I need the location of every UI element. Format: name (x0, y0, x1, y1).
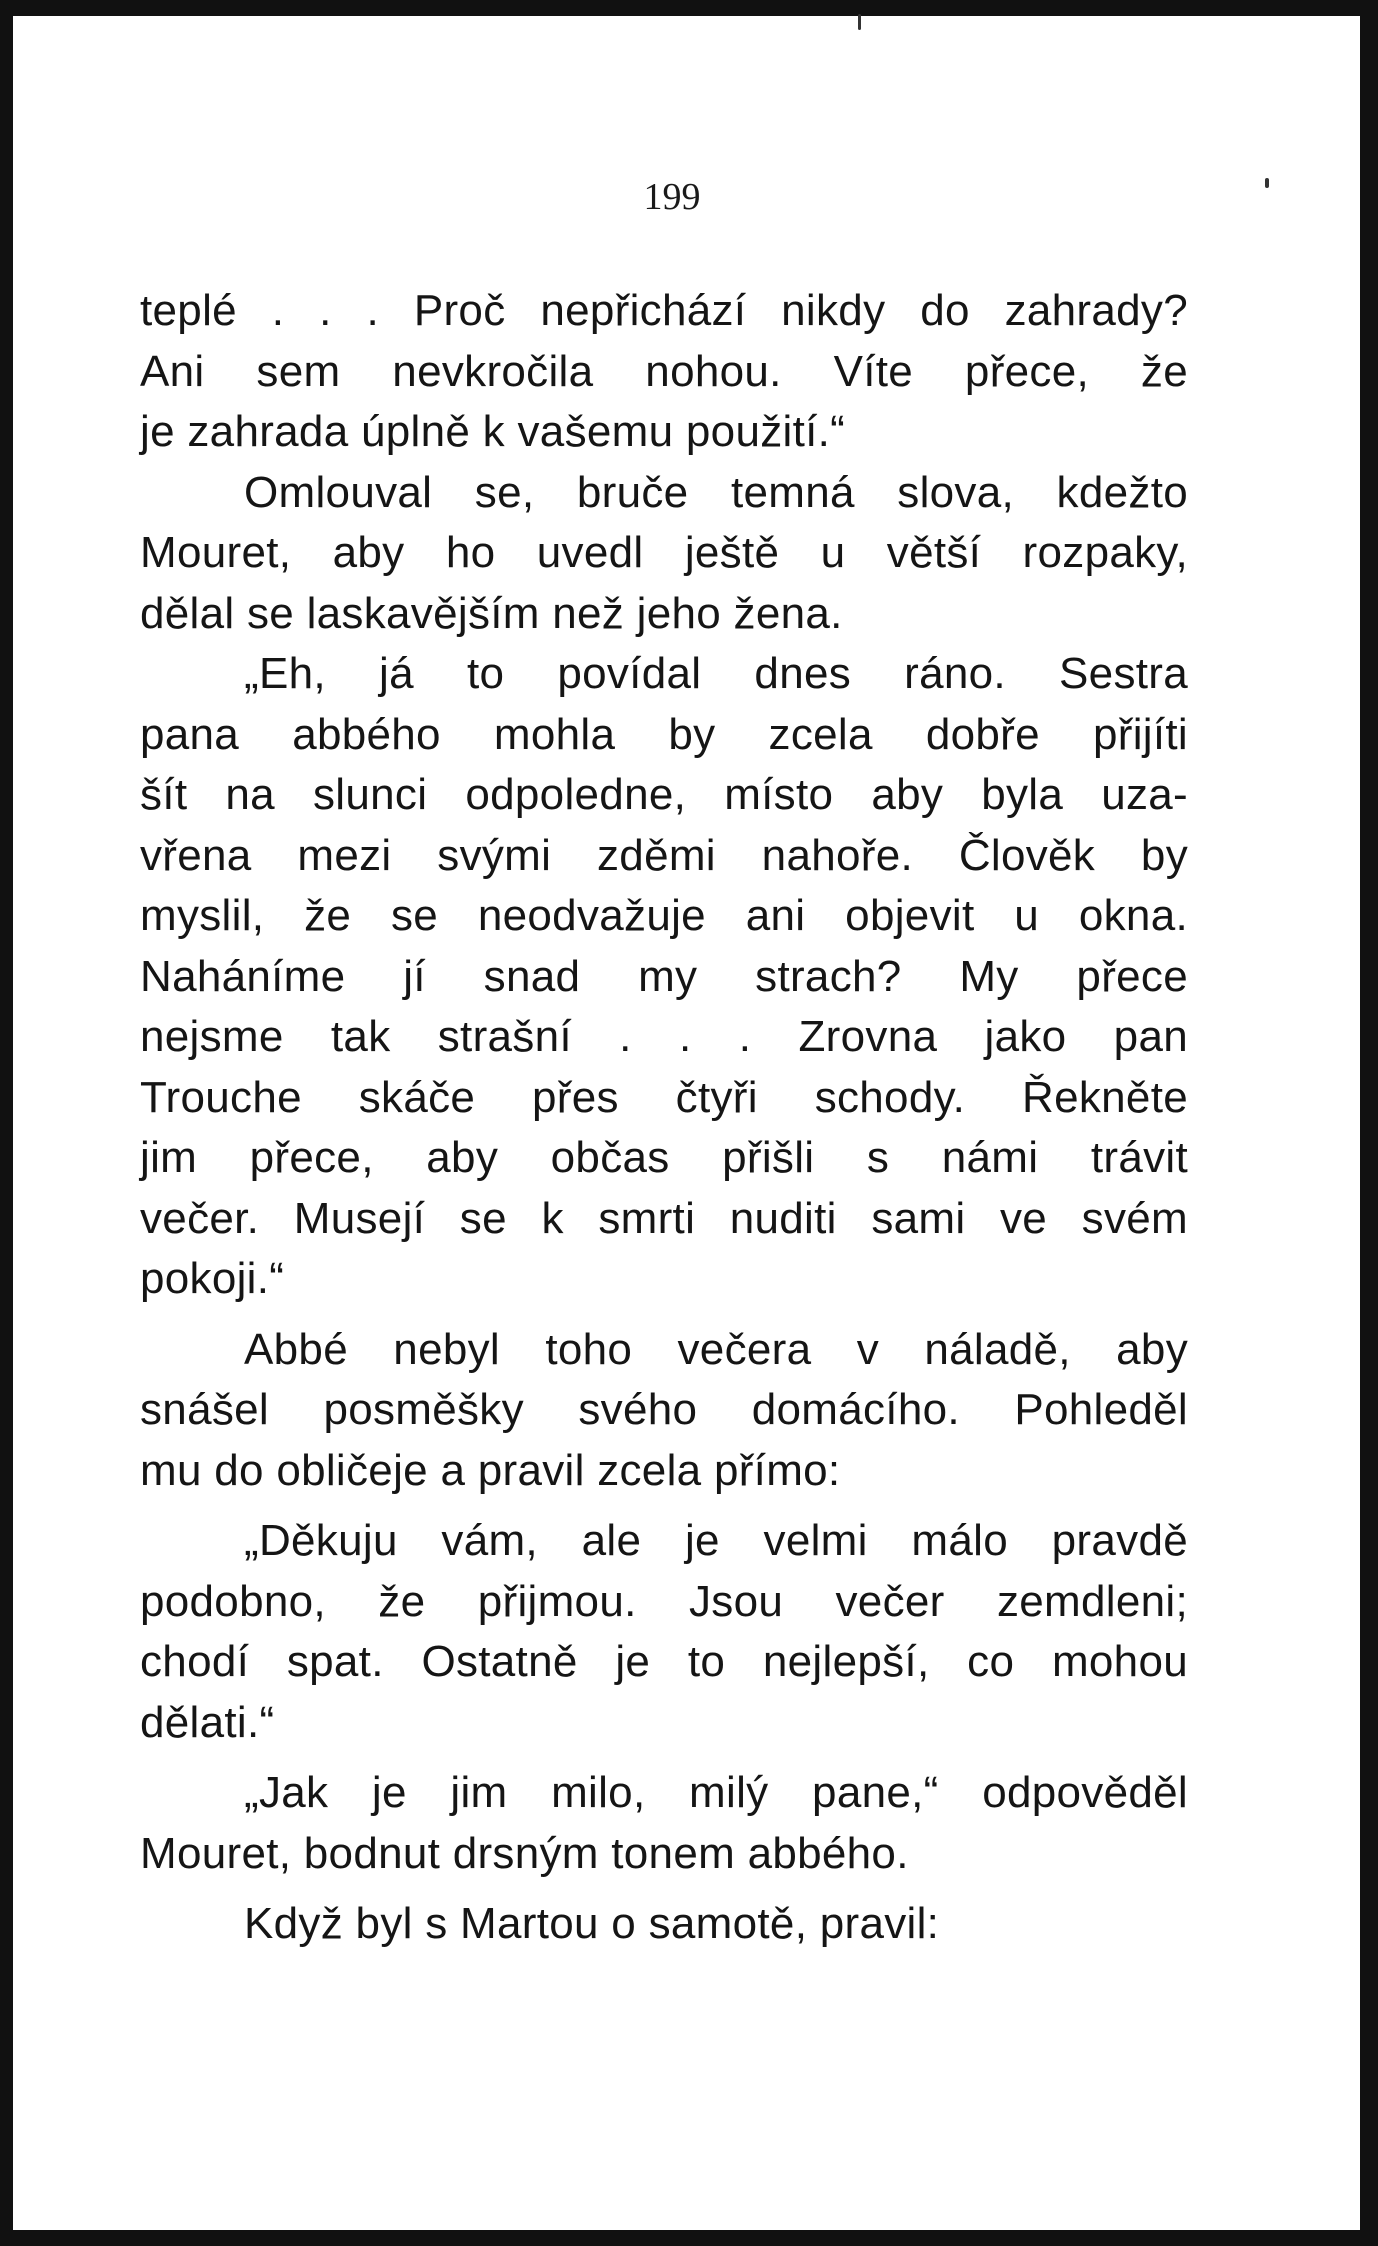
text-line: „Eh, já to povídal dnes ráno. Sestra (244, 649, 1188, 698)
text-line: „Děkuju vám, ale je velmi málo pravdě (244, 1516, 1188, 1565)
text-line: šít na slunci odpoledne, místo aby byla uza- (140, 770, 1188, 819)
text-line: nejsme tak strašní . . . Zrovna jako pan (140, 1012, 1188, 1061)
text-line: jim přece, aby občas přišli s námi trávit (140, 1133, 1188, 1182)
text-line: Abbé nebyl toho večera v náladě, aby (244, 1324, 1188, 1374)
scan-speck (858, 14, 861, 30)
scan-edge-top (0, 0, 1378, 16)
text-line: Omlouval se, bruče temná slova, kdežto (244, 467, 1188, 517)
text-line: myslil, že se neodvažuje ani objevit u okna. (140, 891, 1188, 940)
text-line: Naháníme jí snad my strach? My přece (140, 951, 1188, 1001)
text-line: Mouret, bodnut drsným tonem abbého. (140, 1828, 909, 1878)
text-line: Mouret, aby ho uvedl ještě u větší rozpaky, (140, 528, 1188, 577)
page-number: 199 (643, 176, 701, 218)
text-line: pokoji.“ (140, 1254, 285, 1303)
text-line: dělati.“ (140, 1697, 275, 1747)
scan-edge-left (0, 0, 13, 2246)
text-line: je zahrada úplně k vašemu použití.“ (140, 407, 846, 456)
text-line: Trouche skáče přes čtyři schody. Řekněte (140, 1072, 1188, 1122)
text-line: chodí spat. Ostatně je to nejlepší, co mohou (140, 1637, 1188, 1686)
text-line: vřena mezi svými zděmi nahoře. Člověk by (140, 830, 1188, 880)
scan-edge-bottom (0, 2230, 1378, 2246)
text-line: snášel posměšky svého domácího. Pohleděl (140, 1385, 1188, 1434)
scan-speck (1265, 178, 1269, 188)
text-line: dělal se laskavějším než jeho žena. (140, 588, 843, 638)
text-line: teplé . . . Proč nepřichází nikdy do zahrady? (140, 286, 1188, 335)
text-line: večer. Musejí se k smrti nuditi sami ve svém (140, 1193, 1188, 1243)
text-line: podobno, že přijmou. Jsou večer zemdleni; (140, 1576, 1188, 1626)
body-text (140, 281, 1188, 1955)
text-line: mu do obličeje a pravil zcela přímo: (140, 1445, 841, 1495)
text-line: „Jak je jim milo, milý pane,“ odpověděl (244, 1768, 1188, 1817)
text-line: Ani sem nevkročila nohou. Víte přece, že (140, 346, 1188, 396)
scan-edge-right (1360, 0, 1378, 2246)
text-line: Když byl s Martou o samotě, pravil: (244, 1899, 940, 1948)
text-line: pana abbého mohla by zcela dobře přijíti (140, 709, 1188, 759)
